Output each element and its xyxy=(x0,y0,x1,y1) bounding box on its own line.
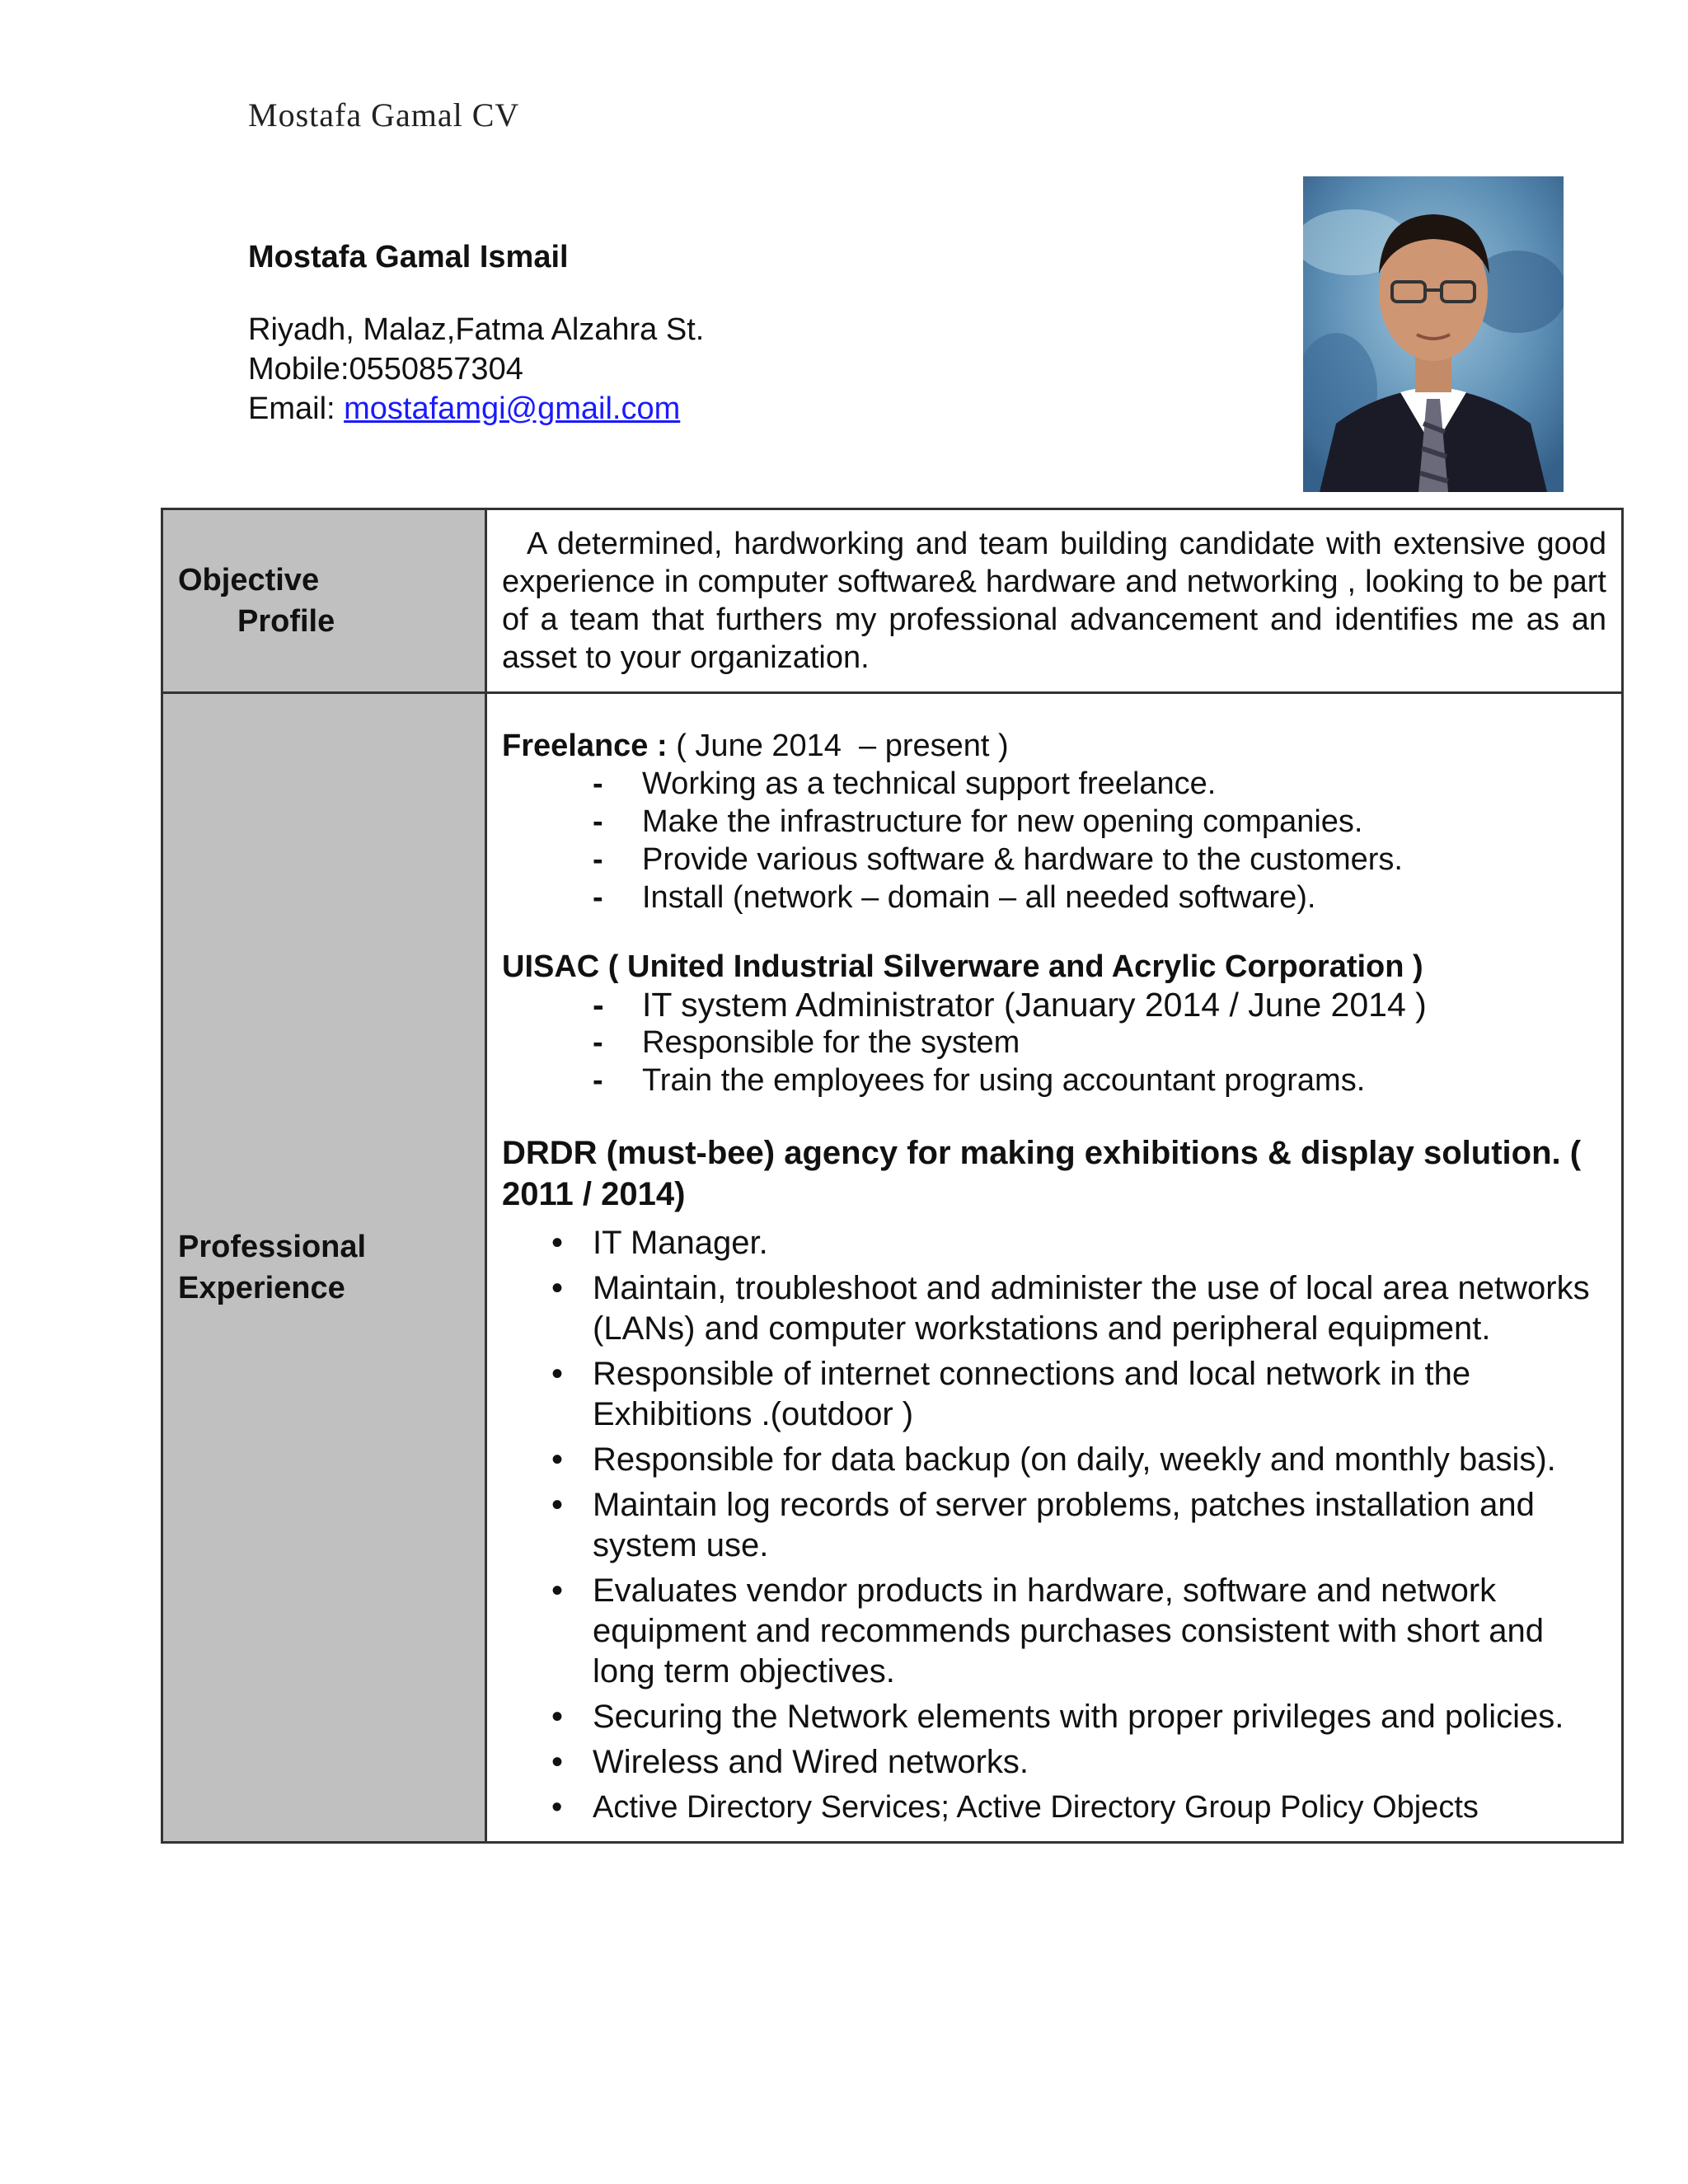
freelance-period: ( June 2014 – present ) xyxy=(676,729,1009,763)
list-item: - Working as a technical support freelance. xyxy=(593,765,1606,803)
list-item: • Securing the Network elements with proper privileges and policies. xyxy=(551,1697,1606,1737)
list-item: - Train the employees for using accountant programs. xyxy=(593,1062,1606,1099)
objective-label xyxy=(162,509,486,693)
freelance-list xyxy=(502,765,1606,916)
profile-photo xyxy=(1303,176,1564,492)
list-item: • Responsible for data backup (on daily, weekly and monthly basis). xyxy=(551,1440,1606,1480)
contact-block xyxy=(248,237,704,429)
objective-label-line1: Objective xyxy=(178,563,320,598)
experience-row xyxy=(162,693,1623,1843)
mobile: Mobile:0550857304 xyxy=(248,352,523,387)
list-item: - IT system Administrator (January 2014 / June 2014 ) xyxy=(593,986,1606,1024)
freelance-heading: Freelance : xyxy=(502,729,668,763)
list-item: • Active Directory Services; Active Directory Group Policy Objects xyxy=(551,1788,1606,1828)
email-label: Email: xyxy=(248,391,345,426)
candidate-name: Mostafa Gamal Ismail xyxy=(248,240,569,274)
objective-text: A determined, hardworking and team building candidate with extensive good experience in computer software& hardware and networking , looking to be part of a team that furthers my professional advancement and identifies me as an asset to your organization. xyxy=(502,527,1606,675)
freelance-title xyxy=(502,727,1606,765)
uisac-list xyxy=(502,986,1606,1099)
list-item: - Provide various software & hardware to the customers. xyxy=(593,841,1606,879)
drdr-list xyxy=(502,1223,1606,1828)
objective-row xyxy=(162,509,1623,693)
experience-content xyxy=(486,693,1623,1843)
list-item: • Wireless and Wired networks. xyxy=(551,1742,1606,1783)
experience-label xyxy=(162,693,486,1843)
address: Riyadh, Malaz,Fatma Alzahra St. xyxy=(248,312,705,347)
email-line xyxy=(248,389,704,429)
objective-content xyxy=(486,509,1623,693)
list-item: • Responsible of internet connections and local network in the Exhibitions .(outdoor ) xyxy=(551,1354,1606,1435)
email-link[interactable]: mostafamgi@gmail.com xyxy=(344,391,681,426)
experience-label-line2: Experience xyxy=(178,1271,345,1305)
list-item: • Maintain log records of server problems, patches installation and system use. xyxy=(551,1485,1606,1566)
list-item: - Responsible for the system xyxy=(593,1024,1606,1062)
uisac-title: UISAC ( United Industrial Silverware and Acrylic Corporation ) xyxy=(502,949,1423,984)
list-item: • Evaluates vendor products in hardware, software and network equipment and recommends purchases consistent with short and long term objectives. xyxy=(551,1571,1606,1692)
drdr-title: DRDR (must-bee) agency for making exhibitions & display solution. ( 2011 / 2014) xyxy=(502,1135,1582,1212)
cv-table xyxy=(161,508,1624,1844)
list-item: • IT Manager. xyxy=(551,1223,1606,1263)
list-item: • Maintain, troubleshoot and administer the use of local area networks (LANs) and computer workstations and peripheral equipment. xyxy=(551,1268,1606,1349)
page-title: Mostafa Gamal CV xyxy=(248,96,520,134)
objective-label-line2: Profile xyxy=(237,604,335,639)
experience-label-line1: Professional xyxy=(178,1230,367,1264)
list-item: - Install (network – domain – all needed software). xyxy=(593,879,1606,916)
profile-photo-image xyxy=(1303,176,1564,492)
list-item: - Make the infrastructure for new opening companies. xyxy=(593,803,1606,841)
